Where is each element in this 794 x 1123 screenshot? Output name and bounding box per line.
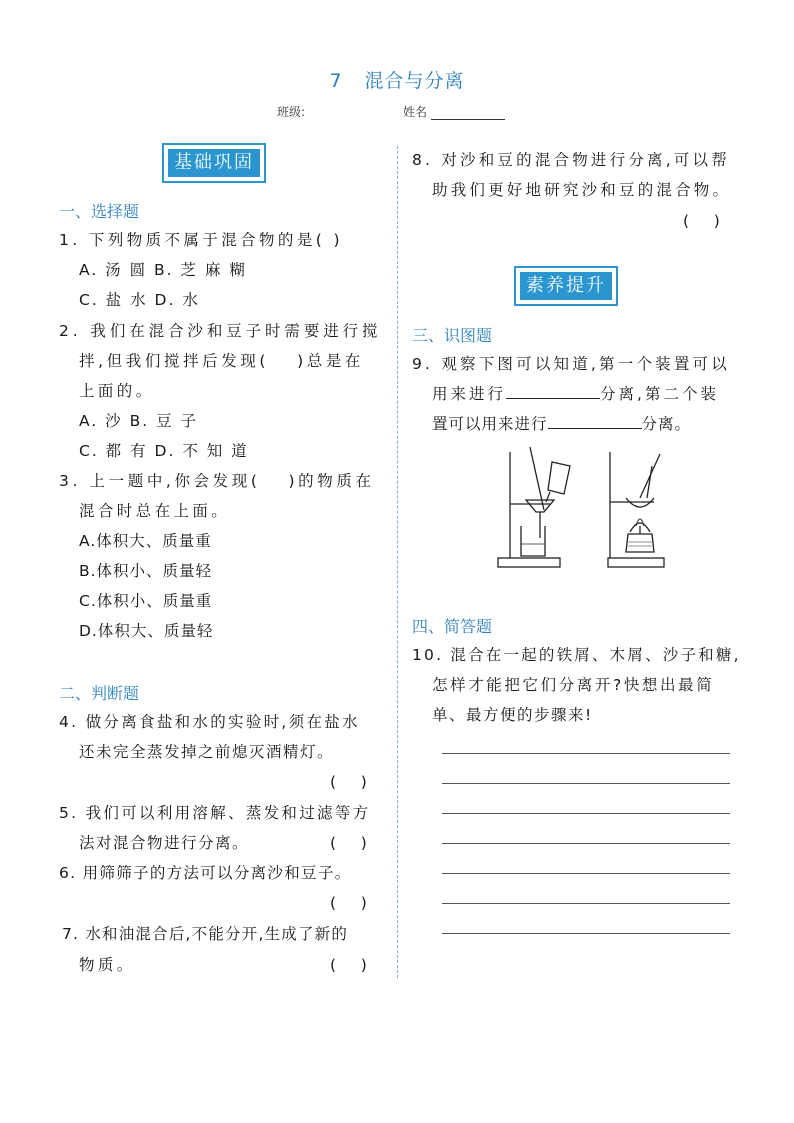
q10-line3: 单、最方便的步骤来!: [432, 706, 593, 724]
q2-line3: 上面的。: [79, 382, 155, 400]
q10-line1: 10. 混合在一起的铁屑、木屑、沙子和糖,: [412, 646, 741, 664]
q1-option-ab[interactable]: A. 汤 圆 B. 芝 麻 糊: [79, 261, 247, 279]
name-field[interactable]: [403, 103, 505, 120]
banner-basic: 基础巩固: [167, 148, 261, 178]
q2-line2: [79, 346, 364, 376]
q7-paren-open: (: [330, 956, 337, 974]
q2-option-ab[interactable]: A. 沙 B. 豆 子: [79, 412, 199, 430]
q2-line2-b: )总是在: [297, 352, 365, 370]
q3-option-a[interactable]: A.体积大、质量重: [79, 532, 212, 550]
section-judge: 二、判断题: [59, 684, 140, 703]
q9-line3: [432, 409, 691, 439]
q9-line2-a: 用来进行: [432, 385, 507, 403]
q3-line1-b: )的物质在: [288, 472, 375, 490]
evaporation-apparatus: [608, 452, 664, 567]
q1-stem: 1. 下列物质不属于混合物的是( ): [59, 231, 343, 249]
q10-line2: 怎样才能把它们分离开?快想出最简: [432, 676, 715, 694]
q7-line2: 物质。: [79, 956, 136, 974]
q3-line1: [59, 466, 375, 496]
lesson-title: 混合与分离: [364, 70, 465, 92]
lesson-number: 7: [329, 70, 343, 92]
answer-line[interactable]: [442, 783, 730, 784]
q6-paren-close: ): [360, 894, 367, 912]
q3-option-b[interactable]: B.体积小、质量轻: [79, 562, 213, 580]
q5-paren-close: ): [360, 834, 367, 852]
answer-line[interactable]: [442, 933, 730, 934]
answer-line[interactable]: [442, 753, 730, 754]
answer-line[interactable]: [442, 903, 730, 904]
q5-line1: 5. 我们可以利用溶解、蒸发和过滤等方: [59, 804, 371, 822]
q8-line2: 助我们更好地研究沙和豆的混合物。: [432, 181, 732, 199]
q8-paren-close: ): [713, 212, 720, 230]
q9-line1: 9. 观察下图可以知道,第一个装置可以: [412, 355, 730, 373]
q3-line2: 混合时总在上面。: [79, 502, 231, 520]
section-figure: 三、识图题: [412, 326, 493, 345]
page-title: [0, 66, 794, 93]
q9-line3-a: 置可以用来进行: [432, 415, 548, 433]
q9-blank-1[interactable]: [506, 380, 600, 399]
q4-answer-box[interactable]: [330, 767, 367, 797]
q7-paren-close: ): [360, 956, 367, 974]
q2-line1: 2. 我们在混合沙和豆子时需要进行搅: [59, 322, 382, 340]
q9-line2: [432, 379, 719, 409]
name-blank[interactable]: [431, 108, 505, 120]
q8-paren-open: (: [683, 212, 690, 230]
q4-paren-open: (: [330, 773, 337, 791]
q4-paren-close: ): [360, 773, 367, 791]
class-label: 班级:: [277, 105, 306, 119]
q5-line2: 法对混合物进行分离。: [79, 834, 250, 852]
answer-line[interactable]: [442, 843, 730, 844]
q9-line3-b: 分离。: [641, 415, 692, 433]
class-field[interactable]: [277, 103, 305, 120]
section-short-answer: 四、简答题: [412, 617, 493, 636]
q5-answer-box[interactable]: [330, 828, 367, 858]
q5-paren-open: (: [330, 834, 337, 852]
q3-option-c[interactable]: C.体积小、质量重: [79, 592, 213, 610]
q3-option-d[interactable]: D.体积大、质量轻: [79, 622, 214, 640]
answer-line[interactable]: [442, 873, 730, 874]
q6-line1: 6. 用筛筛子的方法可以分离沙和豆子。: [59, 864, 352, 882]
q6-paren-open: (: [330, 894, 337, 912]
q6-answer-box[interactable]: [330, 888, 367, 918]
q2-line2-a: 拌,但我们搅拌后发现(: [79, 352, 270, 370]
answer-line[interactable]: [442, 813, 730, 814]
column-divider: [397, 146, 398, 978]
q9-blank-2[interactable]: [548, 410, 642, 429]
q2-option-cd[interactable]: C. 都 有 D. 不 知 道: [79, 442, 249, 460]
apparatus-figure: [488, 442, 668, 570]
q9-line2-b: 分离,第二个装: [600, 385, 719, 403]
q4-line2: 还未完全蒸发掉之前熄灭酒精灯。: [79, 743, 335, 761]
q7-line1: 7. 水和油混合后,不能分开,生成了新的: [62, 925, 349, 943]
q7-answer-box[interactable]: [330, 950, 367, 980]
filtration-apparatus: [498, 447, 570, 567]
q3-line1-a: 3. 上一题中,你会发现(: [59, 472, 261, 490]
name-label: 姓名: [403, 105, 428, 119]
q8-line1: 8. 对沙和豆的混合物进行分离,可以帮: [412, 151, 730, 169]
banner-advanced: 素养提升: [519, 271, 613, 301]
q8-answer-box[interactable]: [683, 206, 720, 236]
section-choice: 一、选择题: [59, 202, 140, 221]
q1-option-cd[interactable]: C. 盐 水 D. 水: [79, 291, 200, 309]
q4-line1: 4. 做分离食盐和水的实验时,须在盐水: [59, 713, 360, 731]
